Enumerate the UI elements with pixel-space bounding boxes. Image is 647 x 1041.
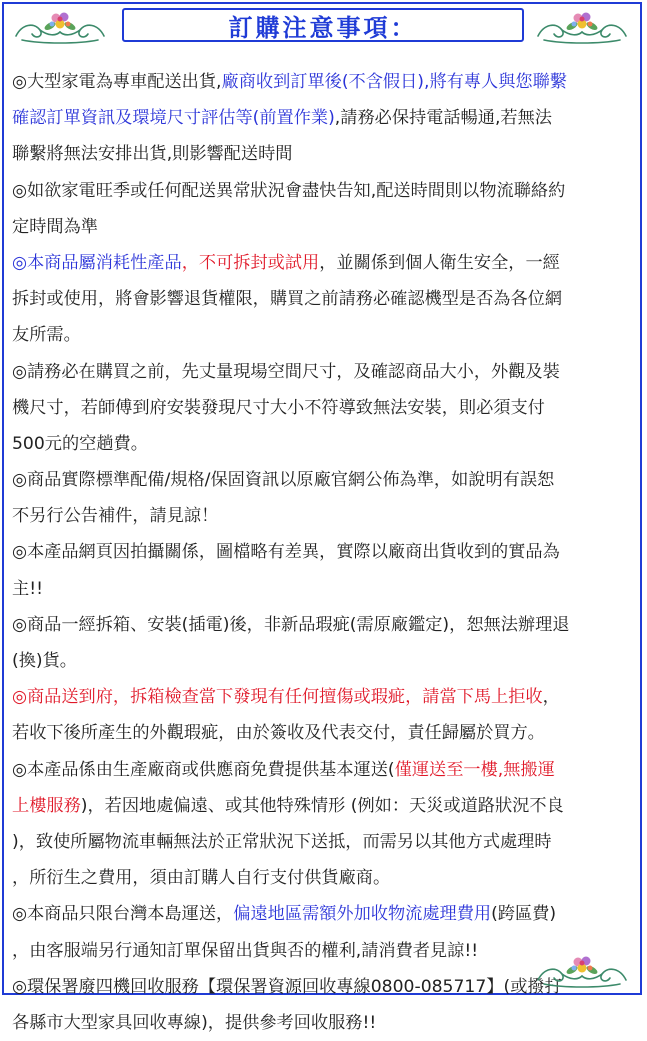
notice-line bbox=[12, 317, 638, 353]
notice-highlight-red: ◎商品送到府，拆箱檢查當下發現有任何擅傷或瑕疵，請當下馬上拒收 bbox=[12, 687, 543, 708]
notice-frame bbox=[2, 2, 642, 1033]
notice-line bbox=[12, 824, 638, 860]
notice-text: 主!! bbox=[12, 578, 43, 599]
floral-ornament-icon bbox=[12, 6, 108, 46]
notice-line bbox=[12, 643, 638, 679]
notice-text: 拆封或使用，將會影響退貨權限，購買之前請務必確認機型是否為各位網 bbox=[12, 289, 563, 310]
notice-text: 500元的空趟費。 bbox=[12, 433, 148, 454]
notice-text: ◎本商品只限台灣本島運送， bbox=[12, 904, 234, 925]
notice-text: ◎本產品網頁因拍攝關係，圖檔略有差異，實際以廠商出貨收到的實品為 bbox=[12, 542, 560, 563]
notice-text: ◎大型家電為專車配送出貨, bbox=[12, 72, 222, 92]
notice-text: )，致使所屬物流車輛無法於正常狀況下送抵，而需另以其他方式處理時 bbox=[12, 831, 552, 852]
notice-text: ◎如欲家電旺季或任何配送異常狀況會盡快告知,配送時間則以物流聯絡約 bbox=[12, 180, 566, 201]
notice-text: (換)貨。 bbox=[12, 651, 77, 671]
notice-line bbox=[12, 64, 638, 100]
notice-text: ◎商品一經拆箱、安裝(插電)後，非新品瑕疵(需原廠鑑定)，恕無法辦理退 bbox=[12, 614, 570, 635]
notice-text: 若收下後所產生的外觀瑕疵，由於簽收及代表交付，責任歸屬於買方。 bbox=[12, 723, 545, 744]
notice-item bbox=[12, 173, 638, 245]
notice-item bbox=[12, 462, 638, 534]
notice-item bbox=[12, 679, 638, 751]
notice-line bbox=[12, 209, 638, 245]
notice-line bbox=[12, 136, 638, 172]
page-title: 訂購注意事項： bbox=[228, 13, 418, 42]
notice-text: 不另行公告補件，請見諒！ bbox=[12, 506, 219, 527]
notice-text: 友所需。 bbox=[12, 325, 81, 346]
notice-line bbox=[12, 173, 638, 209]
notice-line bbox=[12, 100, 638, 136]
notice-line bbox=[12, 607, 638, 643]
notice-line bbox=[12, 752, 638, 788]
notice-highlight-blue: ◎本商品屬消耗性產品 bbox=[12, 252, 182, 273]
notice-line bbox=[12, 788, 638, 824]
notice-line bbox=[12, 1005, 638, 1041]
notice-text: ，所衍生之費用，須由訂購人自行支付供貨廠商。 bbox=[12, 868, 391, 889]
floral-ornament-icon bbox=[534, 6, 630, 46]
notice-item bbox=[12, 534, 638, 606]
notice-item bbox=[12, 752, 638, 897]
notice-text: 定時間為準 bbox=[12, 216, 98, 237]
notice-line bbox=[12, 534, 638, 570]
notice-text: 聯繫將無法安排出貨,則影響配送時間 bbox=[12, 144, 293, 165]
notice-highlight-red: ，不可拆封或試用 bbox=[181, 252, 320, 273]
notice-highlight-red: 僅運送至一樓,無搬運 bbox=[394, 759, 555, 780]
notice-text: ◎請務必在購買之前，先丈量現場空間尺寸，及確認商品大小，外觀及裝 bbox=[12, 361, 560, 382]
notice-list bbox=[12, 64, 638, 1041]
notice-line bbox=[12, 390, 638, 426]
notice-text: ,請務必保持電話暢通,若無法 bbox=[334, 108, 552, 129]
floral-ornament-icon bbox=[534, 950, 630, 990]
notice-line bbox=[12, 715, 638, 751]
notice-line bbox=[12, 245, 638, 281]
notice-text: (跨區費) bbox=[491, 904, 557, 925]
notice-highlight-red: 上樓服務 bbox=[12, 795, 81, 816]
notice-text: ◎商品實際標準配備/規格/保固資訊以原廠官網公佈為準，如說明有誤恕 bbox=[12, 470, 555, 491]
notice-text: ，並關係到個人衛生安全，一經 bbox=[319, 252, 560, 273]
notice-line bbox=[12, 679, 638, 715]
notice-item bbox=[12, 64, 638, 173]
notice-line bbox=[12, 354, 638, 390]
header bbox=[4, 4, 640, 48]
notice-highlight-blue: 偏遠地區需額外加收物流處理費用 bbox=[233, 904, 492, 925]
notice-line bbox=[12, 896, 638, 932]
notice-highlight-blue: 廠商收到訂單後(不含假日),將有專人與您聯繫 bbox=[221, 72, 567, 92]
notice-text: ， bbox=[542, 687, 560, 708]
notice-text: ，由客服端另行通知訂單保留出貨與否的權利,請消費者見諒!! bbox=[12, 940, 479, 961]
notice-highlight-blue: 確認訂單資訊及環境尺寸評估等(前置作業) bbox=[12, 108, 335, 129]
notice-text: )，若因地處偏遠、或其他特殊情形 (例如：天災或道路狀況不良 bbox=[80, 795, 564, 816]
notice-line bbox=[12, 462, 638, 498]
notice-line bbox=[12, 426, 638, 462]
notice-line bbox=[12, 281, 638, 317]
notice-line bbox=[12, 860, 638, 896]
notice-text: 各縣市大型家具回收專線)，提供參考回收服務!! bbox=[12, 1012, 377, 1033]
notice-item bbox=[12, 607, 638, 679]
notice-item bbox=[12, 245, 638, 354]
title-box bbox=[122, 8, 524, 42]
notice-text: ◎環保署廢四機回收服務【環保署資源回收專線0800-085717】(或撥打 bbox=[12, 976, 562, 997]
notice-text: 機尺寸，若師傅到府安裝發現尺寸大小不符導致無法安裝，則必須支付 bbox=[12, 397, 545, 418]
notice-line bbox=[12, 498, 638, 534]
notice-text: ◎本產品係由生產廠商或供應商免費提供基本運送( bbox=[12, 759, 395, 780]
notice-line bbox=[12, 571, 638, 607]
notice-item bbox=[12, 354, 638, 463]
